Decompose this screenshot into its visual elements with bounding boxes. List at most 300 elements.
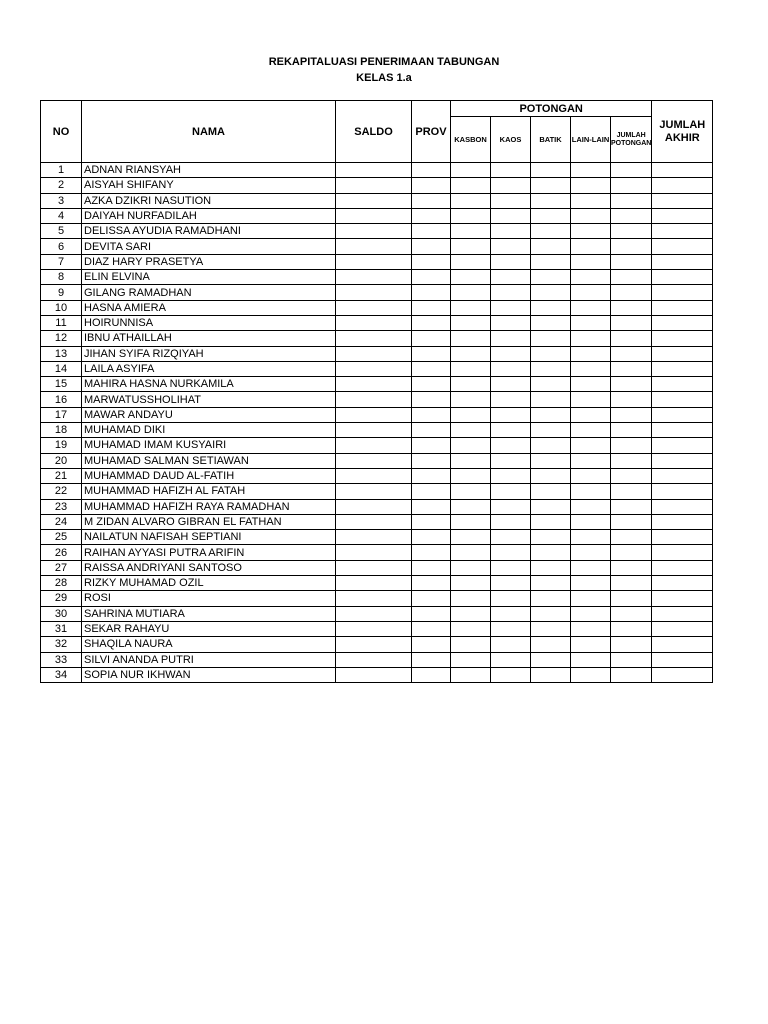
table-row xyxy=(41,254,713,269)
cell-jumlah-potongan xyxy=(611,514,652,529)
row-nama: AISYAH SHIFANY xyxy=(82,178,336,193)
row-nama: RAIHAN AYYASI PUTRA ARIFIN xyxy=(82,545,336,560)
cell-jumlah-potongan xyxy=(611,606,652,621)
cell-lain-lain xyxy=(571,239,611,254)
cell-jumlah-potongan xyxy=(611,346,652,361)
cell-batik xyxy=(531,453,571,468)
cell-batik xyxy=(531,346,571,361)
cell-kaos xyxy=(491,331,531,346)
cell-kaos xyxy=(491,438,531,453)
row-nama: LAILA ASYIFA xyxy=(82,361,336,376)
cell-kaos xyxy=(491,208,531,223)
cell-kasbon xyxy=(451,453,491,468)
cell-prov xyxy=(412,484,451,499)
row-nama: MUHAMAD IMAM KUSYAIRI xyxy=(82,438,336,453)
table-row xyxy=(41,178,713,193)
table-row xyxy=(41,193,713,208)
cell-kasbon xyxy=(451,423,491,438)
cell-prov xyxy=(412,163,451,178)
cell-jumlah-akhir xyxy=(652,621,713,636)
cell-prov xyxy=(412,560,451,575)
cell-lain-lain xyxy=(571,392,611,407)
cell-batik xyxy=(531,208,571,223)
row-no: 24 xyxy=(41,514,82,529)
cell-lain-lain xyxy=(571,361,611,376)
cell-kaos xyxy=(491,453,531,468)
cell-saldo xyxy=(336,530,412,545)
cell-saldo xyxy=(336,392,412,407)
row-no: 6 xyxy=(41,239,82,254)
cell-batik xyxy=(531,423,571,438)
cell-lain-lain xyxy=(571,377,611,392)
cell-jumlah-potongan xyxy=(611,331,652,346)
table-row xyxy=(41,606,713,621)
cell-saldo xyxy=(336,667,412,682)
cell-batik xyxy=(531,606,571,621)
cell-jumlah-akhir xyxy=(652,652,713,667)
cell-kasbon xyxy=(451,331,491,346)
cell-jumlah-potongan xyxy=(611,377,652,392)
cell-jumlah-potongan xyxy=(611,591,652,606)
cell-lain-lain xyxy=(571,438,611,453)
cell-kaos xyxy=(491,530,531,545)
cell-lain-lain xyxy=(571,499,611,514)
row-nama: SHAQILA NAURA xyxy=(82,637,336,652)
cell-saldo xyxy=(336,514,412,529)
row-nama: HOIRUNNISA xyxy=(82,315,336,330)
cell-saldo xyxy=(336,407,412,422)
table-row xyxy=(41,560,713,575)
header-prov: PROV xyxy=(412,101,451,163)
cell-jumlah-akhir xyxy=(652,423,713,438)
cell-kaos xyxy=(491,423,531,438)
cell-kaos xyxy=(491,193,531,208)
row-nama: MAWAR ANDAYU xyxy=(82,407,336,422)
cell-kaos xyxy=(491,315,531,330)
row-no: 21 xyxy=(41,468,82,483)
cell-kasbon xyxy=(451,377,491,392)
cell-prov xyxy=(412,407,451,422)
cell-kaos xyxy=(491,652,531,667)
table-row xyxy=(41,377,713,392)
row-nama: RAISSA ANDRIYANI SANTOSO xyxy=(82,560,336,575)
row-no: 29 xyxy=(41,591,82,606)
row-no: 1 xyxy=(41,163,82,178)
cell-kasbon xyxy=(451,591,491,606)
cell-kasbon xyxy=(451,667,491,682)
row-nama: ELIN ELVINA xyxy=(82,270,336,285)
cell-lain-lain xyxy=(571,453,611,468)
cell-lain-lain xyxy=(571,208,611,223)
cell-jumlah-akhir xyxy=(652,392,713,407)
cell-jumlah-potongan xyxy=(611,652,652,667)
cell-prov xyxy=(412,193,451,208)
cell-jumlah-akhir xyxy=(652,407,713,422)
cell-jumlah-potongan xyxy=(611,270,652,285)
cell-jumlah-akhir xyxy=(652,377,713,392)
cell-kasbon xyxy=(451,254,491,269)
cell-jumlah-akhir xyxy=(652,178,713,193)
cell-kasbon xyxy=(451,484,491,499)
cell-saldo xyxy=(336,560,412,575)
cell-lain-lain xyxy=(571,667,611,682)
row-no: 14 xyxy=(41,361,82,376)
cell-kasbon xyxy=(451,315,491,330)
row-no: 34 xyxy=(41,667,82,682)
cell-kaos xyxy=(491,484,531,499)
cell-saldo xyxy=(336,315,412,330)
cell-saldo xyxy=(336,224,412,239)
cell-kaos xyxy=(491,560,531,575)
cell-jumlah-potongan xyxy=(611,576,652,591)
cell-saldo xyxy=(336,606,412,621)
row-nama: DELISSA AYUDIA RAMADHANI xyxy=(82,224,336,239)
row-nama: DIAZ HARY PRASETYA xyxy=(82,254,336,269)
cell-jumlah-potongan xyxy=(611,530,652,545)
cell-prov xyxy=(412,545,451,560)
cell-prov xyxy=(412,652,451,667)
cell-saldo xyxy=(336,545,412,560)
row-no: 30 xyxy=(41,606,82,621)
cell-prov xyxy=(412,178,451,193)
cell-kasbon xyxy=(451,637,491,652)
cell-jumlah-potongan xyxy=(611,667,652,682)
cell-prov xyxy=(412,453,451,468)
cell-jumlah-potongan xyxy=(611,468,652,483)
cell-kaos xyxy=(491,285,531,300)
table-row xyxy=(41,637,713,652)
cell-lain-lain xyxy=(571,163,611,178)
cell-saldo xyxy=(336,499,412,514)
row-no: 20 xyxy=(41,453,82,468)
cell-jumlah-akhir xyxy=(652,530,713,545)
cell-prov xyxy=(412,530,451,545)
cell-lain-lain xyxy=(571,331,611,346)
header-no: NO xyxy=(41,101,82,163)
cell-saldo xyxy=(336,178,412,193)
cell-batik xyxy=(531,576,571,591)
cell-prov xyxy=(412,591,451,606)
cell-prov xyxy=(412,361,451,376)
table-row xyxy=(41,499,713,514)
row-no: 7 xyxy=(41,254,82,269)
cell-jumlah-potongan xyxy=(611,361,652,376)
cell-jumlah-akhir xyxy=(652,270,713,285)
cell-saldo xyxy=(336,652,412,667)
cell-saldo xyxy=(336,239,412,254)
row-no: 31 xyxy=(41,621,82,636)
cell-kaos xyxy=(491,407,531,422)
cell-saldo xyxy=(336,270,412,285)
row-nama: MUHAMMAD HAFIZH AL FATAH xyxy=(82,484,336,499)
cell-prov xyxy=(412,576,451,591)
row-no: 23 xyxy=(41,499,82,514)
cell-jumlah-akhir xyxy=(652,300,713,315)
cell-lain-lain xyxy=(571,346,611,361)
cell-kasbon xyxy=(451,361,491,376)
cell-jumlah-akhir xyxy=(652,254,713,269)
table-row xyxy=(41,285,713,300)
cell-kaos xyxy=(491,667,531,682)
cell-batik xyxy=(531,667,571,682)
table-row xyxy=(41,530,713,545)
cell-prov xyxy=(412,499,451,514)
cell-kasbon xyxy=(451,468,491,483)
row-nama: MUHAMMAD HAFIZH RAYA RAMADHAN xyxy=(82,499,336,514)
cell-jumlah-potongan xyxy=(611,193,652,208)
savings-table xyxy=(40,100,713,683)
header-nama: NAMA xyxy=(82,101,336,163)
cell-saldo xyxy=(336,453,412,468)
cell-kaos xyxy=(491,637,531,652)
cell-kasbon xyxy=(451,392,491,407)
row-no: 27 xyxy=(41,560,82,575)
row-no: 2 xyxy=(41,178,82,193)
cell-lain-lain xyxy=(571,576,611,591)
cell-kasbon xyxy=(451,621,491,636)
cell-kasbon xyxy=(451,407,491,422)
cell-kaos xyxy=(491,392,531,407)
cell-kaos xyxy=(491,239,531,254)
row-no: 3 xyxy=(41,193,82,208)
cell-kasbon xyxy=(451,530,491,545)
cell-jumlah-potongan xyxy=(611,163,652,178)
row-no: 28 xyxy=(41,576,82,591)
table-row xyxy=(41,208,713,223)
row-no: 19 xyxy=(41,438,82,453)
cell-kasbon xyxy=(451,514,491,529)
cell-batik xyxy=(531,377,571,392)
cell-batik xyxy=(531,300,571,315)
cell-batik xyxy=(531,545,571,560)
cell-lain-lain xyxy=(571,468,611,483)
cell-saldo xyxy=(336,621,412,636)
row-no: 5 xyxy=(41,224,82,239)
row-nama: IBNU ATHAILLAH xyxy=(82,331,336,346)
cell-batik xyxy=(531,392,571,407)
cell-jumlah-potongan xyxy=(611,438,652,453)
cell-jumlah-akhir xyxy=(652,514,713,529)
cell-jumlah-potongan xyxy=(611,423,652,438)
cell-kaos xyxy=(491,163,531,178)
cell-jumlah-potongan xyxy=(611,560,652,575)
header-kaos: KAOS xyxy=(491,117,531,163)
table-row xyxy=(41,224,713,239)
cell-jumlah-potongan xyxy=(611,499,652,514)
row-nama: JIHAN SYIFA RIZQIYAH xyxy=(82,346,336,361)
cell-prov xyxy=(412,239,451,254)
cell-kaos xyxy=(491,361,531,376)
row-nama: GILANG RAMADHAN xyxy=(82,285,336,300)
row-nama: SOPIA NUR IKHWAN xyxy=(82,667,336,682)
table-row xyxy=(41,621,713,636)
table-row xyxy=(41,163,713,178)
cell-saldo xyxy=(336,163,412,178)
cell-kasbon xyxy=(451,545,491,560)
cell-prov xyxy=(412,331,451,346)
cell-jumlah-akhir xyxy=(652,331,713,346)
cell-batik xyxy=(531,315,571,330)
cell-batik xyxy=(531,193,571,208)
cell-kaos xyxy=(491,224,531,239)
cell-kasbon xyxy=(451,270,491,285)
row-no: 17 xyxy=(41,407,82,422)
cell-lain-lain xyxy=(571,300,611,315)
table-row xyxy=(41,423,713,438)
row-nama: MUHAMMAD DAUD AL-FATIH xyxy=(82,468,336,483)
cell-prov xyxy=(412,285,451,300)
cell-kasbon xyxy=(451,499,491,514)
cell-jumlah-akhir xyxy=(652,484,713,499)
cell-jumlah-akhir xyxy=(652,499,713,514)
cell-batik xyxy=(531,285,571,300)
row-no: 13 xyxy=(41,346,82,361)
row-nama: DAIYAH NURFADILAH xyxy=(82,208,336,223)
cell-saldo xyxy=(336,468,412,483)
row-nama: AZKA DZIKRI NASUTION xyxy=(82,193,336,208)
cell-jumlah-potongan xyxy=(611,392,652,407)
cell-batik xyxy=(531,621,571,636)
cell-saldo xyxy=(336,285,412,300)
cell-prov xyxy=(412,377,451,392)
table-row xyxy=(41,468,713,483)
cell-saldo xyxy=(336,591,412,606)
cell-batik xyxy=(531,591,571,606)
cell-jumlah-akhir xyxy=(652,361,713,376)
table-row xyxy=(41,270,713,285)
cell-batik xyxy=(531,530,571,545)
row-no: 25 xyxy=(41,530,82,545)
cell-lain-lain xyxy=(571,545,611,560)
cell-lain-lain xyxy=(571,530,611,545)
table-row xyxy=(41,652,713,667)
row-nama: SILVI ANANDA PUTRI xyxy=(82,652,336,667)
table-row xyxy=(41,576,713,591)
row-nama: NAILATUN NAFISAH SEPTIANI xyxy=(82,530,336,545)
cell-jumlah-potongan xyxy=(611,178,652,193)
row-no: 22 xyxy=(41,484,82,499)
table-row xyxy=(41,591,713,606)
row-nama: SAHRINA MUTIARA xyxy=(82,606,336,621)
cell-jumlah-potongan xyxy=(611,637,652,652)
cell-prov xyxy=(412,315,451,330)
class-subtitle: KELAS 1.a xyxy=(356,72,412,84)
cell-jumlah-potongan xyxy=(611,254,652,269)
cell-prov xyxy=(412,667,451,682)
row-nama: DEVITA SARI xyxy=(82,239,336,254)
cell-batik xyxy=(531,270,571,285)
cell-batik xyxy=(531,652,571,667)
row-nama: ROSI xyxy=(82,591,336,606)
cell-kasbon xyxy=(451,560,491,575)
cell-batik xyxy=(531,484,571,499)
row-no: 12 xyxy=(41,331,82,346)
cell-saldo xyxy=(336,300,412,315)
cell-kasbon xyxy=(451,438,491,453)
row-no: 16 xyxy=(41,392,82,407)
cell-lain-lain xyxy=(571,178,611,193)
cell-kaos xyxy=(491,300,531,315)
row-no: 11 xyxy=(41,315,82,330)
table-row xyxy=(41,331,713,346)
cell-jumlah-akhir xyxy=(652,193,713,208)
page-title: REKAPITALUASI PENERIMAAN TABUNGAN xyxy=(268,56,500,68)
cell-lain-lain xyxy=(571,514,611,529)
cell-prov xyxy=(412,392,451,407)
cell-kaos xyxy=(491,178,531,193)
cell-kasbon xyxy=(451,576,491,591)
cell-batik xyxy=(531,514,571,529)
cell-saldo xyxy=(336,377,412,392)
cell-kaos xyxy=(491,576,531,591)
cell-saldo xyxy=(336,254,412,269)
cell-saldo xyxy=(336,361,412,376)
table-row xyxy=(41,346,713,361)
header-lain-lain: LAIN-LAIN xyxy=(571,117,611,163)
cell-kaos xyxy=(491,545,531,560)
cell-jumlah-potongan xyxy=(611,453,652,468)
cell-jumlah-akhir xyxy=(652,285,713,300)
row-nama: RIZKY MUHAMAD OZIL xyxy=(82,576,336,591)
cell-jumlah-akhir xyxy=(652,468,713,483)
cell-lain-lain xyxy=(571,254,611,269)
cell-prov xyxy=(412,514,451,529)
table-row xyxy=(41,407,713,422)
table-row xyxy=(41,300,713,315)
cell-kasbon xyxy=(451,652,491,667)
cell-jumlah-akhir xyxy=(652,438,713,453)
cell-saldo xyxy=(336,576,412,591)
cell-kaos xyxy=(491,346,531,361)
cell-jumlah-akhir xyxy=(652,453,713,468)
row-nama: ADNAN RIANSYAH xyxy=(82,163,336,178)
cell-kasbon xyxy=(451,606,491,621)
cell-jumlah-potongan xyxy=(611,621,652,636)
row-no: 9 xyxy=(41,285,82,300)
header-jumlah-akhir: JUMLAH AKHIR xyxy=(652,101,713,163)
cell-jumlah-potongan xyxy=(611,315,652,330)
cell-lain-lain xyxy=(571,193,611,208)
cell-lain-lain xyxy=(571,315,611,330)
cell-batik xyxy=(531,331,571,346)
cell-kasbon xyxy=(451,346,491,361)
cell-jumlah-potongan xyxy=(611,545,652,560)
cell-batik xyxy=(531,254,571,269)
row-nama: MUHAMAD DIKI xyxy=(82,423,336,438)
cell-lain-lain xyxy=(571,270,611,285)
cell-jumlah-potongan xyxy=(611,224,652,239)
row-no: 33 xyxy=(41,652,82,667)
row-nama: MARWATUSSHOLIHAT xyxy=(82,392,336,407)
row-nama: MAHIRA HASNA NURKAMILA xyxy=(82,377,336,392)
cell-kasbon xyxy=(451,300,491,315)
cell-prov xyxy=(412,423,451,438)
table-row xyxy=(41,239,713,254)
table-row xyxy=(41,315,713,330)
cell-prov xyxy=(412,637,451,652)
cell-jumlah-potongan xyxy=(611,484,652,499)
cell-prov xyxy=(412,270,451,285)
cell-prov xyxy=(412,621,451,636)
row-no: 26 xyxy=(41,545,82,560)
cell-kasbon xyxy=(451,285,491,300)
cell-jumlah-potongan xyxy=(611,239,652,254)
cell-prov xyxy=(412,346,451,361)
cell-prov xyxy=(412,606,451,621)
table-row xyxy=(41,484,713,499)
cell-lain-lain xyxy=(571,621,611,636)
cell-kasbon xyxy=(451,239,491,254)
